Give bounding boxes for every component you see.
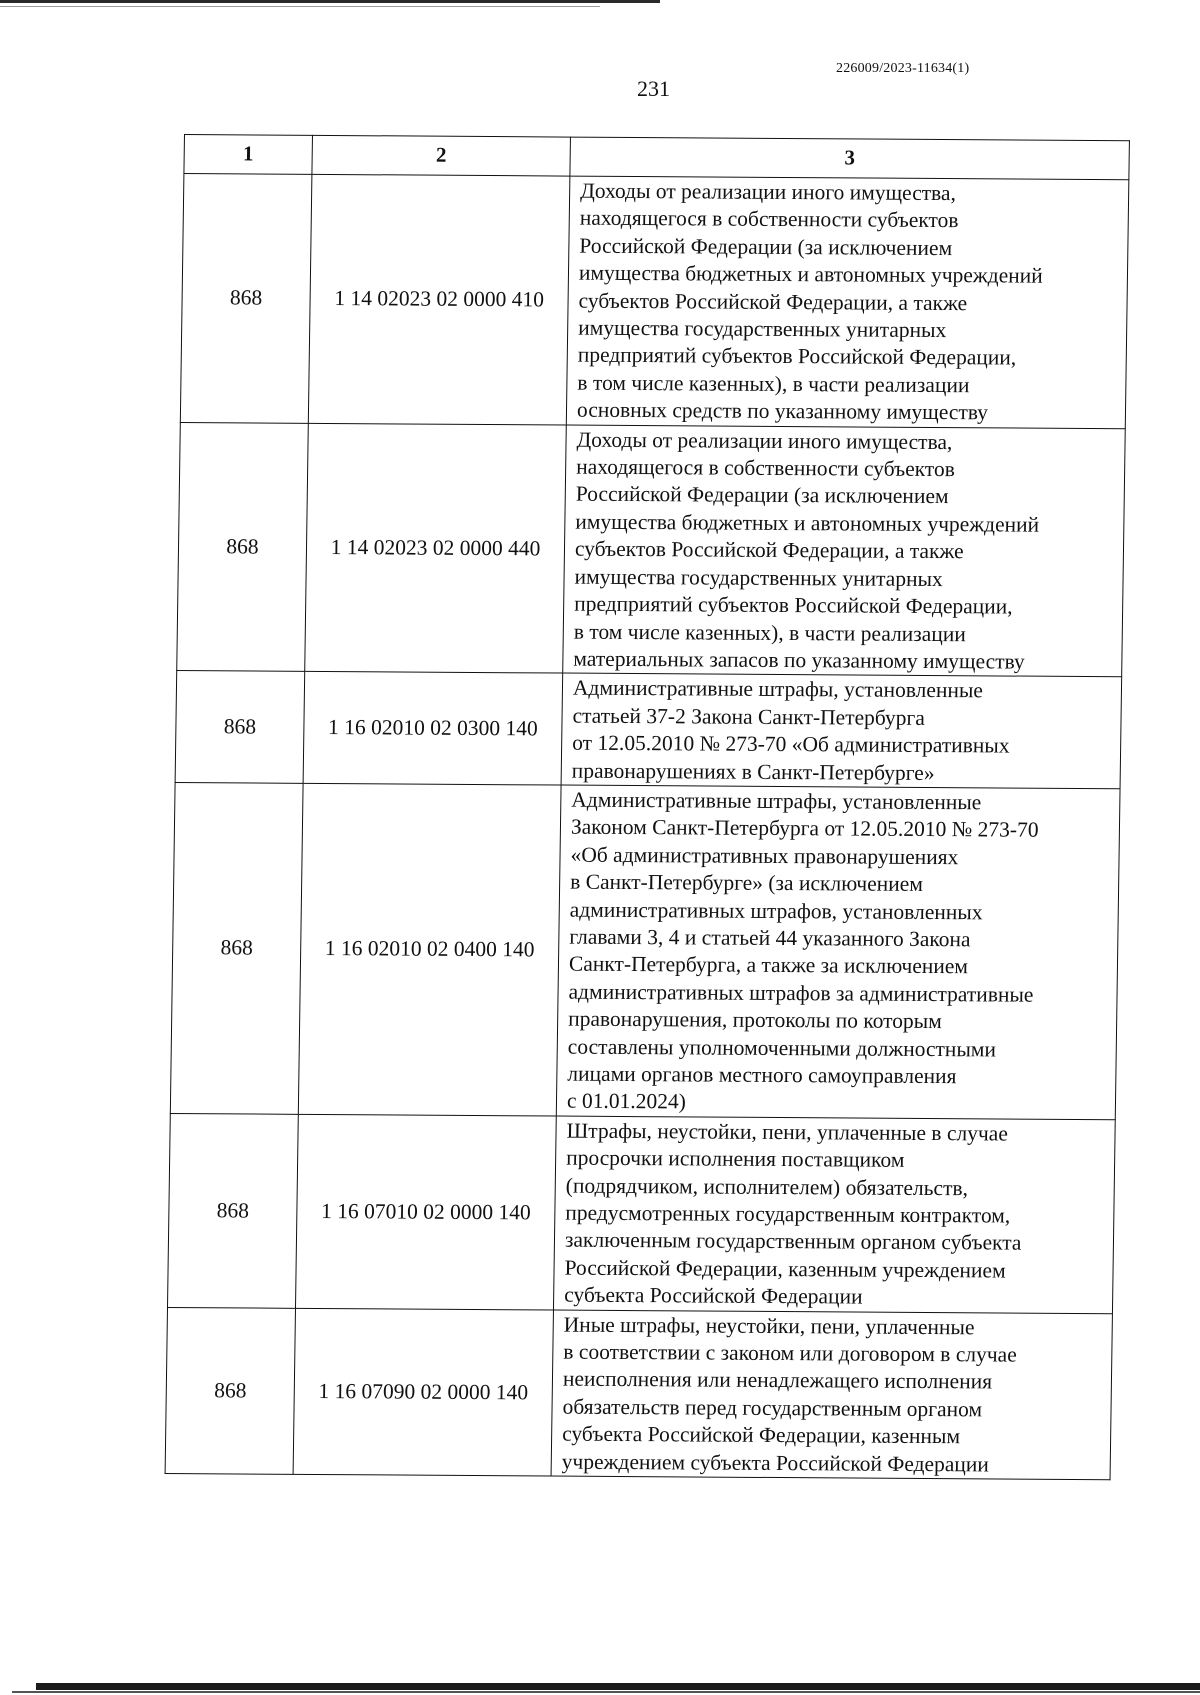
column-header-1: 1 xyxy=(184,135,313,175)
description-line: Иные штрафы, неустойки, пени, уплаченные xyxy=(563,1312,975,1339)
table-row xyxy=(177,422,1126,677)
scan-edge-top xyxy=(0,0,660,3)
table-row xyxy=(180,174,1129,429)
description-line: Российской Федерации, казенным учреждением xyxy=(564,1255,1006,1283)
description-line: «Об административных правонарушениях xyxy=(570,842,959,869)
description-line: в том числе казенных), в части реализации xyxy=(573,619,967,646)
document-registration-number: 226009/2023-11634(1) xyxy=(836,61,970,76)
description-line: предприятий субъектов Российской Федерации, xyxy=(577,343,1017,370)
description-line: Доходы от реализации иного имущества, xyxy=(580,178,957,206)
description-line: Административные штрафы, установленные xyxy=(571,787,982,815)
administrator-code-cell: 868 xyxy=(177,422,309,671)
description-line: от 12.05.2010 № 273-70 «Об административных xyxy=(572,730,1010,758)
description-line: лицами органов местного самоуправления xyxy=(567,1061,957,1089)
description-line: материальных запасов по указанному имуществу xyxy=(573,646,1025,674)
description-line: просрочки исполнения поставщиком xyxy=(566,1145,905,1173)
description-line: основных средств по указанному имуществу xyxy=(576,397,989,425)
description-line: административных штрафов за административные xyxy=(568,979,1034,1007)
scan-edge-top-thin xyxy=(0,6,600,7)
revenue-description-cell xyxy=(553,1116,1115,1314)
administrator-code-cell: 868 xyxy=(170,782,303,1114)
description-line: имущества бюджетных и автономных учреждений xyxy=(578,260,1043,288)
revenue-description-cell xyxy=(556,785,1120,1120)
table-row xyxy=(170,782,1120,1119)
description-line: неисполнения или ненадлежащего исполнения xyxy=(562,1367,993,1394)
description-line: главами 3, 4 и статьей 44 указанного Закона xyxy=(569,924,971,952)
description-line: имущества бюджетных и автономных учреждений xyxy=(575,509,1040,537)
description-line: учреждением субъекта Российской Федерации xyxy=(561,1449,990,1477)
page-number: 231 xyxy=(637,76,670,101)
description-line: субъектов Российской Федерации, а также xyxy=(578,288,968,315)
revenue-description-cell xyxy=(561,673,1122,788)
table-row xyxy=(165,1307,1112,1480)
description-line: заключенным государственным органом субъекта xyxy=(564,1228,1022,1256)
description-line: имущества государственных унитарных xyxy=(574,564,943,591)
description-line: субъекта Российской Федерации, казенным xyxy=(562,1421,961,1449)
description-line: правонарушения, протоколы по которым xyxy=(568,1006,942,1034)
description-line: Доходы от реализации иного имущества, xyxy=(576,427,953,454)
budget-classification-code-cell: 1 16 07090 02 0000 140 xyxy=(293,1308,553,1476)
description-line: Штрафы, неустойки, пени, уплаченные в случае xyxy=(566,1118,1009,1146)
budget-classification-code-cell: 1 14 02023 02 0000 410 xyxy=(308,174,570,424)
column-header-3: 3 xyxy=(570,137,1130,180)
table-row xyxy=(168,1113,1116,1313)
description-line: с 01.01.2024) xyxy=(566,1089,686,1114)
description-line: субъекта Российской Федерации xyxy=(564,1282,863,1309)
description-line: предусмотренных государственным контрактом, xyxy=(565,1200,1011,1228)
administrator-code-cell: 868 xyxy=(165,1307,295,1474)
description-line: Административные штрафы, установленные xyxy=(572,675,984,703)
table-body xyxy=(165,174,1129,1480)
description-line: Санкт-Петербурга, а также за исключением xyxy=(568,951,969,979)
scan-edge-bottom-thin xyxy=(12,1691,1200,1693)
description-line: правонарушениях в Санкт-Петербурге» xyxy=(571,758,935,785)
administrator-code-cell: 868 xyxy=(175,671,305,783)
table-row xyxy=(175,671,1122,789)
description-line: Законом Санкт-Петербурга от 12.05.2010 № 273-70 xyxy=(570,814,1039,843)
scan-edge-bottom xyxy=(36,1683,1200,1690)
budget-classification-code-cell: 1 14 02023 02 0000 440 xyxy=(305,423,567,673)
budget-classification-code-cell: 1 16 02010 02 0300 140 xyxy=(303,672,563,785)
table-header-row xyxy=(184,135,1129,180)
description-line: составлены уполномоченными должностными xyxy=(567,1034,997,1062)
revenue-description-cell xyxy=(566,176,1129,428)
description-line: субъектов Российской Федерации, а также xyxy=(574,536,964,564)
revenue-description-cell xyxy=(563,425,1126,677)
description-line: имущества государственных унитарных xyxy=(578,315,947,343)
description-line: статьей 37-2 Закона Санкт-Петербурга xyxy=(572,703,926,730)
column-header-2: 2 xyxy=(312,135,571,176)
description-line: обязательств перед государственным органом xyxy=(562,1394,983,1422)
description-line: Российской Федерации (за исключением xyxy=(575,482,949,509)
description-line: в том числе казенных), в части реализации xyxy=(577,370,970,398)
description-line: предприятий субъектов Российской Федерации, xyxy=(574,591,1013,619)
administrator-code-cell: 868 xyxy=(180,174,312,423)
description-line: в соответствии с законом или договором в случае xyxy=(563,1339,1017,1367)
table-header xyxy=(184,135,1129,180)
administrator-code-cell: 868 xyxy=(168,1113,299,1308)
description-line: (подрядчиком, исполнителем) обязательств, xyxy=(565,1173,969,1200)
description-line: находящегося в собственности субъектов xyxy=(579,206,959,233)
description-line: Российской Федерации (за исключением xyxy=(579,233,953,260)
revenue-description-cell xyxy=(551,1310,1112,1480)
description-line: находящегося в собственности субъектов xyxy=(576,454,956,482)
budget-classification-code-cell: 1 16 02010 02 0400 140 xyxy=(298,783,561,1116)
revenue-codes-table xyxy=(165,134,1130,1480)
budget-classification-code-cell: 1 16 07010 02 0000 140 xyxy=(295,1114,556,1310)
description-line: в Санкт-Петербурге» (за исключением xyxy=(570,869,924,897)
description-line: административных штрафов, установленных xyxy=(569,897,983,924)
